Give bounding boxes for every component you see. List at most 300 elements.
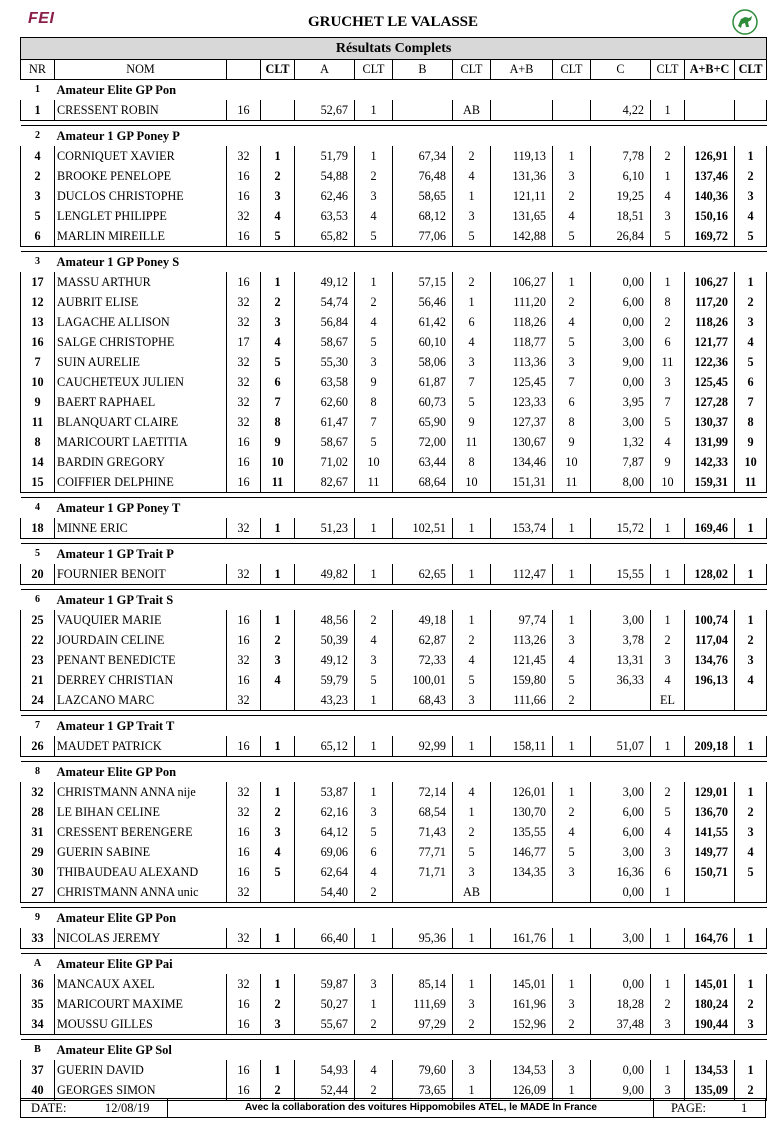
table-cell: 3 [261, 822, 295, 842]
table-cell: 52,67 [295, 100, 355, 121]
table-cell: 3 [651, 842, 685, 862]
table-cell: BAERT RAPHAEL [55, 392, 227, 412]
table-cell: 32 [227, 802, 261, 822]
table-cell: 10 [553, 452, 591, 472]
table-cell: MOUSSU GILLES [55, 1014, 227, 1035]
horse-emblem-icon [730, 8, 760, 36]
table-cell: 9 [553, 432, 591, 452]
table-row [21, 452, 767, 472]
table-cell: 6,00 [591, 802, 651, 822]
table-cell: 11 [355, 472, 393, 493]
table-cell: 126,01 [491, 782, 553, 802]
table-cell: 16 [227, 166, 261, 186]
page-header [20, 8, 766, 36]
table-row [21, 372, 767, 392]
table-row [21, 352, 767, 372]
table-cell: 3 [651, 650, 685, 670]
table-cell: 1 [453, 928, 491, 949]
table-cell: 32 [227, 882, 261, 903]
table-cell: 3 [553, 352, 591, 372]
table-cell: 7 [261, 392, 295, 412]
table-cell: 16 [227, 1014, 261, 1035]
table-cell: 4 [651, 432, 685, 452]
table-cell: 3 [261, 186, 295, 206]
table-row [21, 862, 767, 882]
table-cell: 92,99 [393, 736, 453, 757]
page-footer [20, 1098, 766, 1118]
table-cell: 118,26 [491, 312, 553, 332]
table-cell: 3 [261, 312, 295, 332]
table-row [21, 670, 767, 690]
table-cell: 4 [355, 1060, 393, 1080]
table-cell: 5 [355, 332, 393, 352]
table-cell: 2 [735, 994, 767, 1014]
table-cell: 3,00 [591, 412, 651, 432]
table-cell: 55,67 [295, 1014, 355, 1035]
table-cell: 6,10 [591, 166, 651, 186]
table-cell: 130,70 [491, 802, 553, 822]
table-cell: 123,33 [491, 392, 553, 412]
table-cell: 5 [735, 862, 767, 882]
table-cell: 9 [735, 432, 767, 452]
table-row [21, 928, 767, 949]
table-cell: 5 [355, 226, 393, 247]
table-cell: 6 [553, 392, 591, 412]
table-cell: 2 [453, 272, 491, 292]
table-cell: 64,12 [295, 822, 355, 842]
table-cell [685, 690, 735, 711]
group-header [21, 252, 767, 273]
table-cell: 11 [651, 352, 685, 372]
table-cell: 65,82 [295, 226, 355, 247]
table-cell: 0,00 [591, 882, 651, 903]
group-code: A [33, 958, 42, 969]
table-cell: 9 [453, 412, 491, 432]
table-cell [685, 100, 735, 121]
table-cell: 1 [355, 928, 393, 949]
table-cell: FOURNIER BENOIT [55, 564, 227, 585]
table-cell: 2 [261, 1080, 295, 1101]
table-cell: 6 [355, 842, 393, 862]
table-cell: 8 [261, 412, 295, 432]
table-cell: 5 [651, 412, 685, 432]
table-cell: 5 [453, 392, 491, 412]
table-cell [261, 882, 295, 903]
table-cell: 77,06 [393, 226, 453, 247]
table-cell: 5 [553, 670, 591, 690]
table-cell: 68,12 [393, 206, 453, 226]
table-cell: 9 [21, 392, 55, 412]
table-cell: 56,84 [295, 312, 355, 332]
table-cell: 7,78 [591, 146, 651, 166]
table-cell: 134,53 [685, 1060, 735, 1080]
table-cell: 1 [261, 736, 295, 757]
table-cell: 3 [553, 994, 591, 1014]
table-cell: 4 [553, 650, 591, 670]
table-cell: 11 [735, 472, 767, 493]
table-cell: 135,55 [491, 822, 553, 842]
table-cell: 1 [651, 166, 685, 186]
table-cell: 1 [355, 994, 393, 1014]
table-cell: 152,96 [491, 1014, 553, 1035]
table-cell: 36 [21, 974, 55, 994]
table-cell: 1 [735, 928, 767, 949]
table-cell: 1 [651, 882, 685, 903]
table-cell: 33 [21, 928, 55, 949]
table-cell: 1 [651, 100, 685, 121]
table-cell: 36,33 [591, 670, 651, 690]
table-row [21, 822, 767, 842]
table-cell: 16 [227, 472, 261, 493]
table-cell: 63,53 [295, 206, 355, 226]
group-name: Amateur 1 GP Trait P [56, 547, 174, 561]
table-cell: 10 [453, 472, 491, 493]
table-cell [735, 690, 767, 711]
table-row [21, 736, 767, 757]
date-value: 12/08/19 [105, 1101, 150, 1115]
table-cell: 62,60 [295, 392, 355, 412]
table-cell: 9 [261, 432, 295, 452]
table-cell: VAUQUIER MARIE [55, 610, 227, 630]
table-cell [553, 100, 591, 121]
table-cell: 3 [651, 206, 685, 226]
table-cell: 117,04 [685, 630, 735, 650]
table-cell: 100,74 [685, 610, 735, 630]
table-cell: 4 [735, 206, 767, 226]
table-cell: 11 [261, 472, 295, 493]
table-cell: 146,77 [491, 842, 553, 862]
table-cell: 2 [651, 782, 685, 802]
table-cell: JOURDAIN CELINE [55, 630, 227, 650]
table-cell: 127,28 [685, 392, 735, 412]
table-cell: 9,00 [591, 1080, 651, 1101]
table-cell: 5 [355, 670, 393, 690]
table-cell: 5 [261, 352, 295, 372]
table-cell: 51,79 [295, 146, 355, 166]
group-header [21, 544, 767, 565]
table-cell: 82,67 [295, 472, 355, 493]
table-cell: 2 [355, 292, 393, 312]
table-cell: 21 [21, 670, 55, 690]
table-cell: 1 [553, 272, 591, 292]
table-cell: 3 [651, 1014, 685, 1035]
table-cell: 79,60 [393, 1060, 453, 1080]
column-header: CLT [261, 60, 295, 80]
table-cell: 3 [735, 822, 767, 842]
table-cell: 57,15 [393, 272, 453, 292]
table-cell: 4 [453, 782, 491, 802]
table-cell: 0,00 [591, 312, 651, 332]
group-name: Amateur Elite GP Pon [56, 83, 177, 97]
table-cell: 49,12 [295, 272, 355, 292]
table-cell: 106,27 [491, 272, 553, 292]
table-cell: 16 [21, 332, 55, 352]
fei-logo: FEI [28, 10, 55, 27]
column-header: CLT [355, 60, 393, 80]
table-cell: COIFFIER DELPHINE [55, 472, 227, 493]
table-cell: 1 [553, 146, 591, 166]
table-cell: 3 [355, 802, 393, 822]
table-cell: 9 [651, 452, 685, 472]
group-code: 2 [35, 130, 40, 141]
table-cell: 4 [651, 670, 685, 690]
table-cell: 2 [355, 1014, 393, 1035]
table-cell: PENANT BENEDICTE [55, 650, 227, 670]
table-cell: 62,64 [295, 862, 355, 882]
table-cell: 11 [21, 412, 55, 432]
table-cell: LAGACHE ALLISON [55, 312, 227, 332]
group-header [21, 908, 767, 929]
table-cell: 63,58 [295, 372, 355, 392]
table-cell: 6 [21, 226, 55, 247]
table-cell: BLANQUART CLAIRE [55, 412, 227, 432]
table-cell: 118,26 [685, 312, 735, 332]
table-cell: CHRISTMANN ANNA nije [55, 782, 227, 802]
table-cell: 5 [735, 226, 767, 247]
table-cell: 159,31 [685, 472, 735, 493]
table-cell: 4 [651, 822, 685, 842]
table-cell: 8 [553, 412, 591, 432]
table-cell: 8 [453, 452, 491, 472]
table-cell: 62,16 [295, 802, 355, 822]
table-cell: 17 [227, 332, 261, 352]
table-cell: 66,40 [295, 928, 355, 949]
table-cell: CRESSENT BERENGERE [55, 822, 227, 842]
table-cell [735, 100, 767, 121]
table-cell: 69,06 [295, 842, 355, 862]
table-cell: 16 [227, 186, 261, 206]
table-cell: 68,43 [393, 690, 453, 711]
group-code: 4 [35, 502, 40, 513]
table-cell: 125,45 [491, 372, 553, 392]
table-cell: 6,00 [591, 822, 651, 842]
table-row [21, 690, 767, 711]
table-row [21, 472, 767, 493]
table-cell: 1 [261, 974, 295, 994]
table-cell: 4 [651, 186, 685, 206]
table-cell: 7,87 [591, 452, 651, 472]
table-cell: 158,11 [491, 736, 553, 757]
table-cell: 4 [355, 862, 393, 882]
table-cell: 3 [453, 690, 491, 711]
table-cell: 3,00 [591, 782, 651, 802]
table-cell: 54,88 [295, 166, 355, 186]
table-cell: 62,65 [393, 564, 453, 585]
table-cell: 3 [355, 650, 393, 670]
results-table [20, 37, 767, 1101]
table-cell: 8 [735, 412, 767, 432]
table-cell: 16 [227, 432, 261, 452]
table-cell: 16 [227, 630, 261, 650]
table-cell: 209,18 [685, 736, 735, 757]
table-cell: 11 [453, 432, 491, 452]
table-cell: 50,27 [295, 994, 355, 1014]
table-cell: 8 [21, 432, 55, 452]
table-cell: 1 [355, 782, 393, 802]
table-cell: 2 [261, 994, 295, 1014]
table-cell: 2 [651, 146, 685, 166]
table-cell: 95,36 [393, 928, 453, 949]
group-header [21, 1040, 767, 1061]
table-cell: 100,01 [393, 670, 453, 690]
table-row [21, 1014, 767, 1035]
table-cell: 40 [21, 1080, 55, 1101]
table-cell: 10 [261, 452, 295, 472]
table-cell: 134,35 [491, 862, 553, 882]
table-cell: 30 [21, 862, 55, 882]
table-cell: 1 [355, 272, 393, 292]
table-cell: 131,99 [685, 432, 735, 452]
table-cell: 1 [261, 518, 295, 539]
group-name: Amateur 1 GP Trait T [56, 719, 175, 733]
table-cell: 7 [735, 392, 767, 412]
table-cell: 20 [21, 564, 55, 585]
table-cell: 13,31 [591, 650, 651, 670]
table-cell: 1 [453, 974, 491, 994]
table-cell: GUERIN SABINE [55, 842, 227, 862]
table-cell: 122,36 [685, 352, 735, 372]
table-cell: 2 [355, 882, 393, 903]
table-cell: 68,64 [393, 472, 453, 493]
table-cell: 1 [735, 610, 767, 630]
table-cell: 77,71 [393, 842, 453, 862]
table-cell: 72,14 [393, 782, 453, 802]
table-cell: 1 [261, 1060, 295, 1080]
table-cell: 49,82 [295, 564, 355, 585]
table-cell: 1 [553, 564, 591, 585]
table-cell: 1 [261, 782, 295, 802]
column-header: B [393, 60, 453, 80]
table-cell: 126,91 [685, 146, 735, 166]
table-cell: 134,76 [685, 650, 735, 670]
column-header: C [591, 60, 651, 80]
table-cell: 3,95 [591, 392, 651, 412]
table-cell: MARLIN MIREILLE [55, 226, 227, 247]
table-cell: 54,74 [295, 292, 355, 312]
group-name: Amateur 1 GP Poney T [56, 501, 181, 515]
table-cell: 4 [355, 206, 393, 226]
table-cell: 1 [553, 782, 591, 802]
table-cell [553, 882, 591, 903]
table-cell: 16 [227, 452, 261, 472]
table-cell: 1 [261, 610, 295, 630]
table-cell: CHRISTMANN ANNA unic [55, 882, 227, 903]
table-cell: CAUCHETEUX JULIEN [55, 372, 227, 392]
table-cell: 2 [651, 994, 685, 1014]
table-cell: 134,53 [491, 1060, 553, 1080]
table-row [21, 650, 767, 670]
table-row [21, 186, 767, 206]
table-cell: 1 [651, 1060, 685, 1080]
table-cell: 54,40 [295, 882, 355, 903]
table-cell: 10 [355, 452, 393, 472]
table-cell: 32 [227, 206, 261, 226]
table-cell: 1 [735, 736, 767, 757]
table-cell: 136,70 [685, 802, 735, 822]
table-cell: 32 [227, 650, 261, 670]
table-cell: 24 [21, 690, 55, 711]
table-cell: 16 [227, 994, 261, 1014]
table-cell: GUERIN DAVID [55, 1060, 227, 1080]
table-cell: 1 [651, 928, 685, 949]
table-cell: 32 [227, 564, 261, 585]
table-cell: 7 [651, 392, 685, 412]
table-cell: 141,55 [685, 822, 735, 842]
table-cell: 2 [553, 186, 591, 206]
table-cell: 1 [735, 518, 767, 539]
table-cell: 1,32 [591, 432, 651, 452]
table-cell: 127,37 [491, 412, 553, 432]
table-cell: 6 [261, 372, 295, 392]
table-cell: 130,67 [491, 432, 553, 452]
table-cell: 18,28 [591, 994, 651, 1014]
table-cell: 6,00 [591, 292, 651, 312]
table-cell: 51,23 [295, 518, 355, 539]
table-cell: 60,73 [393, 392, 453, 412]
group-code: 1 [35, 84, 40, 95]
table-cell: 76,48 [393, 166, 453, 186]
table-cell: 150,16 [685, 206, 735, 226]
table-cell: 159,80 [491, 670, 553, 690]
table-cell: 61,47 [295, 412, 355, 432]
table-cell: AB [453, 100, 491, 121]
group-header [21, 762, 767, 783]
date-label: DATE: [31, 1101, 67, 1115]
table-cell: 14 [21, 452, 55, 472]
table-cell: 52,44 [295, 1080, 355, 1101]
table-cell: 1 [453, 736, 491, 757]
table-cell: 10 [735, 452, 767, 472]
table-cell: 129,01 [685, 782, 735, 802]
table-cell: 18 [21, 518, 55, 539]
table-cell: 1 [453, 292, 491, 312]
table-cell: 180,24 [685, 994, 735, 1014]
table-cell: 1 [453, 802, 491, 822]
table-cell: 2 [553, 292, 591, 312]
table-cell: 29 [21, 842, 55, 862]
table-cell: 137,46 [685, 166, 735, 186]
table-title: Résultats Complets [21, 38, 767, 60]
table-cell: LAZCANO MARC [55, 690, 227, 711]
group-code: 5 [35, 548, 40, 559]
table-cell: 118,77 [491, 332, 553, 352]
group-name: Amateur Elite GP Sol [56, 1043, 172, 1057]
table-cell: BARDIN GREGORY [55, 452, 227, 472]
table-cell: 61,42 [393, 312, 453, 332]
table-cell: 51,07 [591, 736, 651, 757]
table-cell: 27 [21, 882, 55, 903]
table-cell: 2 [553, 1014, 591, 1035]
table-cell: 4 [553, 206, 591, 226]
table-cell: 32 [227, 352, 261, 372]
table-cell: 16 [227, 670, 261, 690]
table-row [21, 100, 767, 121]
table-cell: 58,06 [393, 352, 453, 372]
table-cell: 121,77 [685, 332, 735, 352]
table-cell: 142,88 [491, 226, 553, 247]
table-cell: 5 [553, 226, 591, 247]
table-cell [735, 882, 767, 903]
table-cell: 2 [261, 802, 295, 822]
table-cell: 131,65 [491, 206, 553, 226]
table-cell: 2 [355, 1080, 393, 1101]
table-cell: 71,71 [393, 862, 453, 882]
group-header [21, 126, 767, 147]
table-cell: 65,12 [295, 736, 355, 757]
table-cell: 65,90 [393, 412, 453, 432]
table-cell [261, 100, 295, 121]
table-cell: 4 [735, 332, 767, 352]
